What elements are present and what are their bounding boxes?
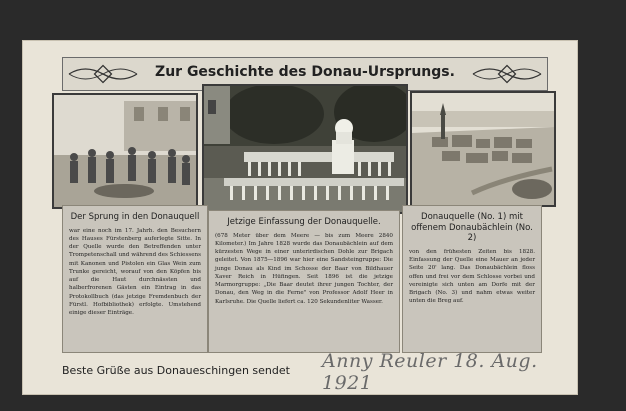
panel-text: war eine noch im 17. Jahrh. den Besuchern des Hauses Fürstenberg auferlegte Sitte. In der Quelle wurde den Betreffenden unter Trompetenschall und während des Schiessens mit Kanonen und Pistolen ein Glas Wein zum Trunke gereicht, worauf von den Köpfen bis auf die Haut durchnässten und halberfrorenen Gästen ein Eintrag in das Protokollbuch (das jetzige Fremdenbuch der Fürstl. Hofbibliothek) erfolgte. Umstehend einige dieser Einträge. — [69, 227, 201, 317]
photo-spring-enclosure — [202, 84, 408, 214]
illustration-spring-jump — [52, 93, 198, 209]
panel-old-spring — [402, 205, 542, 353]
panel-spring-enclosure — [208, 210, 400, 353]
panel-heading: Der Sprung in den Donauquell — [70, 212, 200, 222]
greeting-line: Beste Grüße aus Donaueschingen sendet — [62, 364, 290, 377]
ornament-right — [471, 62, 543, 86]
panel-spring-jump — [62, 205, 208, 353]
panel-text: (678 Meter über dem Meere — bis zum Meere 2840 Kilometer.) Im Jahre 1828 wurde das Donaubächlein auf dem kürzesten Wege in einer unterirdischen Dohle zur Brigach geleitet. Von 1875—1896 war hier eine Sandsteingruppe: Die junge Donau als Kind im Schosse der Baar von Bildhauer Xaver Reich in Hüfingen. Seit 1896 ist die jetzige Marmorgruppe: „Die Baar deutet ihrer jungen Tochter, der Donau, den Weg in die Ferne" von Professor Adolf Heer in Karlsruhe. Die Quelle liefert ca. 120 Sekundenliter Wasser. — [215, 232, 393, 305]
illustration-town-view — [410, 91, 556, 207]
handwritten-signature: Anny Reuler 18. Aug. 1921 — [322, 350, 538, 394]
panel-heading: Donauquelle (No. 1) mit offenem Donaubächlein (No. 2) — [411, 212, 533, 244]
postcard — [22, 40, 578, 395]
panel-heading: Jetzige Einfassung der Donauquelle. — [227, 217, 381, 227]
card-title: Zur Geschichte des Donau-Ursprungs. — [155, 64, 455, 80]
panel-text: von den frühesten Zeiten bis 1828. Einfassung der Quelle eine Mauer an jeder Seite 20' lang. Das Donaubächlein floss offen und frei vor dem Schlosse vorbei und vereinigte sich unten am Dorfe mit der Brigach (No. 3) und nahm etwas weiter unten die Breg auf. — [409, 248, 535, 305]
